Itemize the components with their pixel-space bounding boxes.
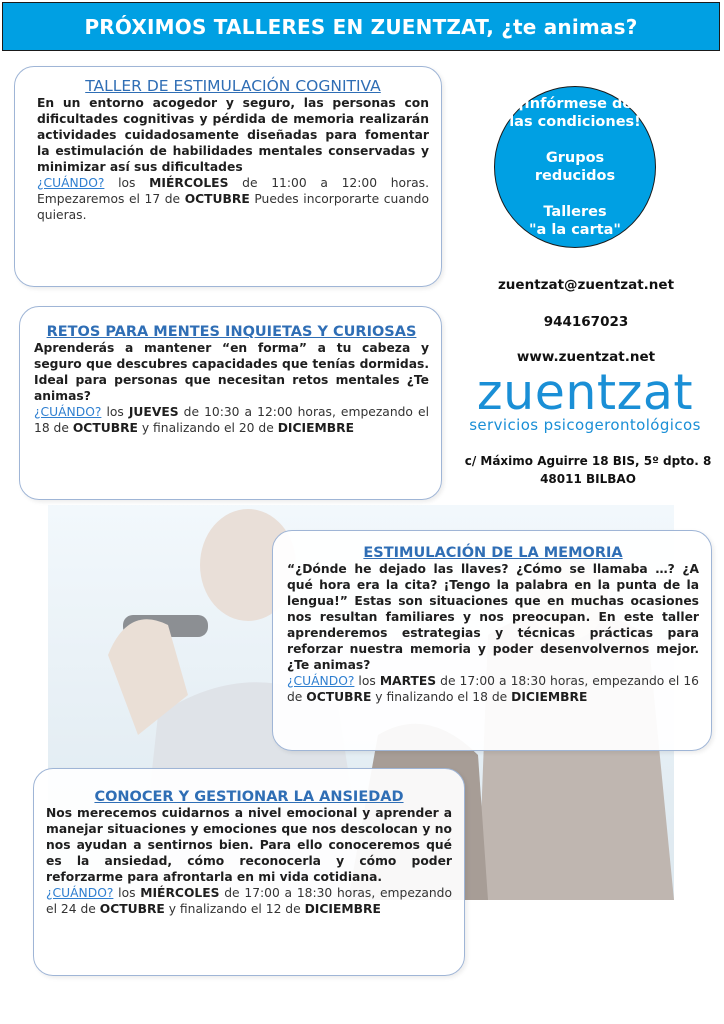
logo-tagline: servicios psicogerontológicos xyxy=(469,416,701,434)
when-label: ¿CUÁNDO? xyxy=(34,405,102,419)
workshop-card-memory-stimulation xyxy=(272,530,712,751)
workshop-card-cognitive-stimulation xyxy=(14,66,442,287)
schedule-end-month: DICIEMBRE xyxy=(277,421,354,435)
schedule-day: MARTES xyxy=(379,674,437,688)
schedule-text: y finalizando el 20 de xyxy=(137,421,278,435)
workshop-card-anxiety-management xyxy=(33,768,465,976)
schedule-text: los xyxy=(113,886,141,900)
workshop-description: Aprenderás a mantener “en forma” a tu cabeza y seguro que descubres capacidades que tenías dormidas. Ideal para personas que necesitan retos mentales ¿Te animas? xyxy=(34,341,429,403)
contact-phone[interactable]: 944167023 xyxy=(543,314,629,330)
address-block xyxy=(458,452,718,488)
workshop-description: En un entorno acogedor y seguro, las personas con dificultades cognitivas y pérdida de memoria realizarán actividades cuidadosamente diseñadas para fomentar la estimulación de habilidades mentales conservadas y minimizar así sus dificultades xyxy=(37,96,429,174)
promo-line: las condiciones! xyxy=(509,114,641,130)
schedule-end-month: DICIEMBRE xyxy=(511,690,588,704)
workshop-schedule xyxy=(46,885,452,917)
workshop-title: CONOCER Y GESTIONAR LA ANSIEDAD xyxy=(94,789,404,805)
promo-line: Talleres xyxy=(543,204,607,220)
schedule-text: de 11:00 a 12:00 horas. Empezaremos el 17 de xyxy=(37,176,429,206)
schedule-text: los xyxy=(104,176,150,190)
zuentzat-logo xyxy=(458,364,712,434)
schedule-text: los xyxy=(354,674,380,688)
schedule-start-month: OCTUBRE xyxy=(306,690,372,704)
workshop-schedule xyxy=(34,404,429,436)
page-title-banner xyxy=(2,2,720,51)
when-label: ¿CUÁNDO? xyxy=(287,674,355,688)
schedule-start-month: OCTUBRE xyxy=(184,192,250,206)
schedule-text: de 17:00 a 18:30 horas, empezando el 24 de xyxy=(46,886,452,916)
logo-wordmark: zuentzat xyxy=(476,364,694,421)
promo-circle xyxy=(494,86,656,248)
promo-line: "a la carta" xyxy=(529,222,621,238)
promo-line: Grupos xyxy=(545,150,605,166)
schedule-day: MIÉRCOLES xyxy=(149,176,229,190)
workshop-schedule xyxy=(287,673,699,705)
contact-email[interactable]: zuentzat@zuentzat.net xyxy=(497,277,675,293)
schedule-text: de 10:30 a 12:00 horas, empezando el 18 de xyxy=(34,405,429,435)
schedule-text: Puedes incorporarte cuando quieras. xyxy=(37,192,429,222)
schedule-text: de 17:00 a 18:30 horas, empezando el 16 de xyxy=(287,674,699,704)
schedule-text: y finalizando el 12 de xyxy=(164,902,305,916)
workshop-title: RETOS PARA MENTES INQUIETAS Y CURIOSAS xyxy=(46,324,417,340)
workshop-title: TALLER DE ESTIMULACIÓN COGNITIVA xyxy=(85,77,381,95)
promo-line: reducidos xyxy=(534,168,616,184)
promo-line: ¡Infórmese de xyxy=(517,96,633,112)
schedule-start-month: OCTUBRE xyxy=(99,902,165,916)
workshop-description: Nos merecemos cuidarnos a nivel emocional y aprender a manejar situaciones y emociones que nos descolocan y no nos ayudan a sentirnos bien. Para ello conoceremos qué es la ansiedad, cómo reconocerla y cómo poder reforzarme para afrontarla en mi vida cotidiana. xyxy=(46,806,452,884)
when-label: ¿CUÁNDO? xyxy=(46,886,114,900)
workshop-description: “¿Dónde he dejado las llaves? ¿Cómo se llamaba …? ¿A qué hora era la cita? ¡Tengo la palabra en la punta de la lengua!” Estas son situaciones que en muchas ocasiones nos resultan familiares y nos preocupan. En este taller aprenderemos estrategias y técnicas prácticas para reforzar nuestra memoria y poder desenvolvernos mejor. ¿Te animas? xyxy=(287,562,699,672)
workshop-card-mental-challenges xyxy=(19,306,442,500)
when-label: ¿CUÁNDO? xyxy=(37,176,105,190)
schedule-text: y finalizando el 18 de xyxy=(371,690,512,704)
schedule-day: MIÉRCOLES xyxy=(140,886,220,900)
contact-website[interactable]: www.zuentzat.net xyxy=(516,349,656,365)
page-title: PRÓXIMOS TALLERES EN ZUENTZAT, ¿te animas? xyxy=(84,14,638,39)
address-street: c/ Máximo Aguirre 18 BIS, 5º dpto. 8 xyxy=(464,454,712,468)
address-city: 48011 BILBAO xyxy=(540,472,636,486)
schedule-end-month: DICIEMBRE xyxy=(304,902,381,916)
schedule-start-month: OCTUBRE xyxy=(72,421,138,435)
schedule-text: los xyxy=(101,405,129,419)
schedule-day: JUEVES xyxy=(128,405,179,419)
workshop-schedule xyxy=(37,175,429,223)
workshop-title: ESTIMULACIÓN DE LA MEMORIA xyxy=(363,545,623,561)
